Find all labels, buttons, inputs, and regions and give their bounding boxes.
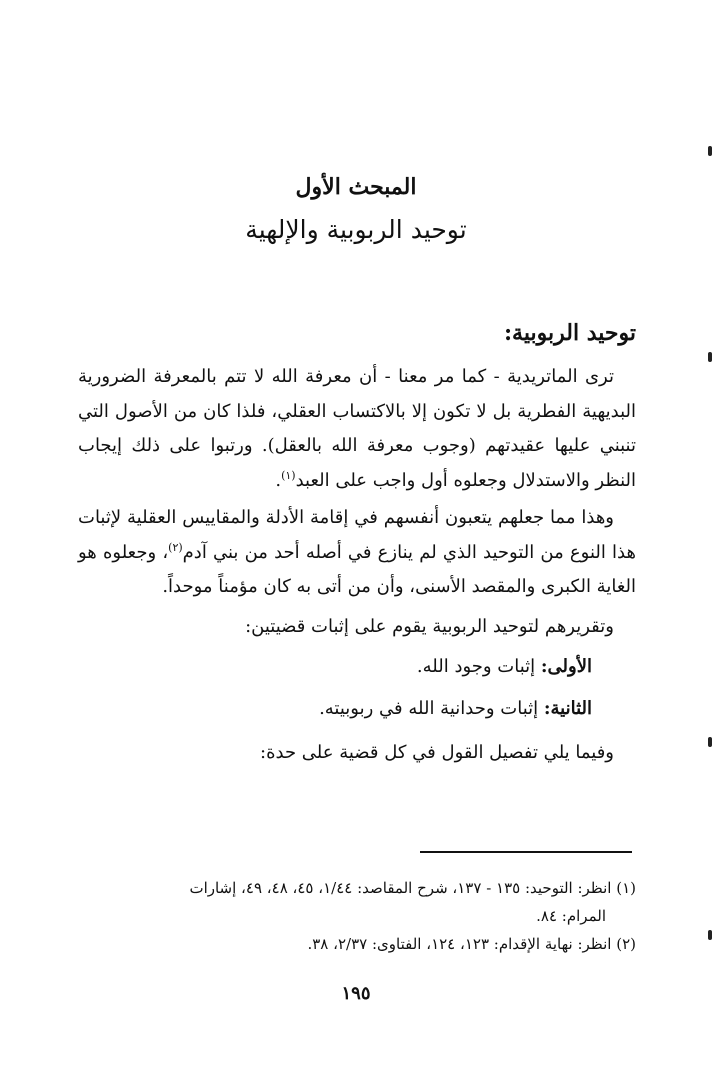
- item-text: إثبات وحدانية الله في ربوبيته.: [319, 698, 544, 719]
- list-item: [78, 650, 636, 685]
- paragraph-text: ، وجعلوه هو الغاية الكبرى والمقصد الأسنى، وأن من أتى به كان مؤمناً موحداً.: [78, 541, 636, 597]
- paragraph-text: ترى الماتريدية - كما مر معنا - أن معرفة الله لا تتم بالمعرفة الضرورية البديهية الفطرية بل لا تكون إلا بالاكتساب العقلي، فلذا كان من الأصول التي تنبني عليها عقيدتهم (وجوب معرفة الله بالعقل). ورتبوا على ذلك إيجاب النظر والاستدلال وجعلوه أول واجب على العبد: [78, 366, 636, 491]
- chapter-heading: المبحث الأول: [295, 174, 417, 200]
- item-label: الأولى:: [540, 656, 592, 677]
- footnote-ref: (٢): [168, 540, 183, 554]
- page-number: ١٩٥: [341, 983, 371, 1004]
- edge-mark: [708, 352, 712, 362]
- item-label: الثانية:: [543, 698, 592, 719]
- edge-mark: [708, 146, 712, 156]
- paragraph-text: وهذا مما جعلهم يتعبون أنفسهم في إقامة الأدلة والمقاييس العقلية لإثبات هذا النوع من التوحيد الذي لم ينازع في أصله أحد من بني آدم: [78, 507, 636, 563]
- section-title: توحيد الربوبية:: [503, 320, 636, 346]
- footnote-ref: (١): [281, 468, 296, 482]
- list-item: [78, 692, 636, 727]
- footnote: (٢) انظر: نهاية الإقدام: ١٢٣، ١٢٤، الفتاوى: ٢/٣٧، ٣٨.: [307, 935, 636, 953]
- item-text: إثبات وجود الله.: [416, 656, 541, 677]
- footnote-continuation: المرام: ٨٤.: [536, 907, 606, 925]
- paragraph: [78, 360, 636, 498]
- edge-mark: [708, 930, 712, 940]
- footnote-divider: [420, 851, 632, 853]
- edge-mark: [708, 737, 712, 747]
- chapter-title: توحيد الربوبية والإلهية: [245, 215, 467, 244]
- paragraph: [78, 501, 636, 605]
- footnote: (١) انظر: التوحيد: ١٣٥ - ١٣٧، شرح المقاصد: ١/٤٤، ٤٥، ٤٨، ٤٩، إشارات: [189, 879, 636, 897]
- paragraph-text: وفيما يلي تفصيل القول في كل قضية على حدة:: [260, 742, 614, 763]
- paragraph: [78, 736, 636, 771]
- paragraph: [78, 610, 636, 645]
- footnotes: [78, 874, 636, 958]
- paragraph-text: وتقريرهم لتوحيد الربوبية يقوم على إثبات قضيتين:: [245, 616, 614, 637]
- paragraph-end: .: [275, 469, 282, 491]
